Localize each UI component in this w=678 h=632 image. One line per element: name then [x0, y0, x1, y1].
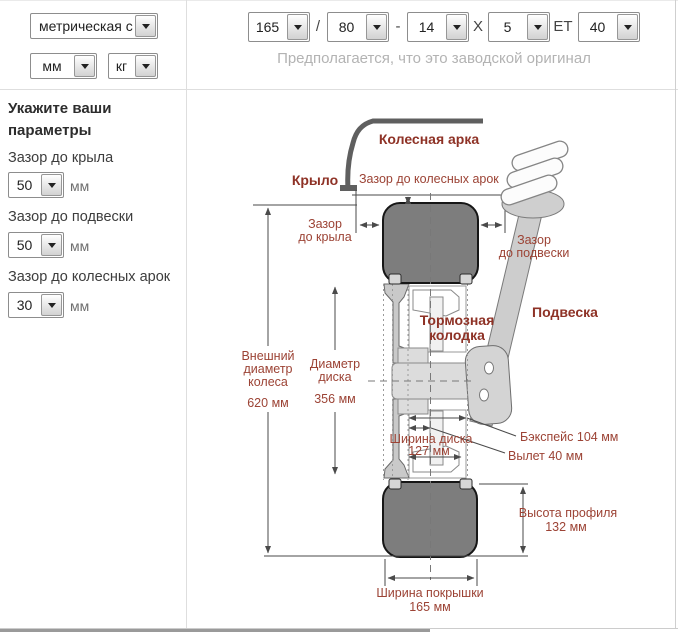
fender-clearance-value: 50 — [16, 177, 33, 193]
chevron-down-icon — [135, 55, 156, 77]
dim-profile-height-value: 132 мм — [545, 520, 587, 534]
triangle-down-icon — [453, 25, 461, 34]
label-fender-gap-1: Зазор — [308, 217, 342, 231]
chevron-down-icon — [617, 14, 638, 40]
dim-outer-diameter-2: диаметр — [243, 362, 293, 376]
fender-clearance-select[interactable] — [8, 172, 64, 198]
dim-outer-diameter-1: Внешний — [241, 349, 295, 363]
triangle-down-icon — [81, 64, 89, 73]
chevron-down-icon — [41, 234, 62, 256]
dim-disk-diameter-value: 356 мм — [314, 392, 356, 406]
sidebar-heading: Укажите ваши параметры — [8, 100, 112, 139]
dim-outer-diameter-3: колеса — [248, 375, 288, 389]
label-suspension: Подвеска — [532, 304, 598, 320]
label-susp-gap-2: до подвески — [498, 246, 570, 260]
rim-width-select[interactable] — [488, 12, 550, 42]
chevron-down-icon — [74, 55, 95, 77]
length-unit-select[interactable] — [30, 53, 97, 79]
triangle-down-icon — [142, 24, 150, 33]
arch-clearance-select[interactable] — [8, 292, 64, 318]
label-arch-gap: Зазор до колесных арок — [359, 172, 499, 186]
suspension-clearance-unit: мм — [70, 238, 90, 254]
arch-clearance-value: 30 — [16, 297, 33, 313]
triangle-down-icon — [624, 25, 632, 34]
triangle-down-icon — [48, 303, 56, 312]
arch-clearance-unit: мм — [70, 298, 90, 314]
tire-width-value: 165 — [255, 19, 280, 35]
unit-system-value: метрическая с — [39, 18, 133, 34]
separator-dash: - — [395, 18, 401, 35]
triangle-down-icon — [534, 25, 542, 34]
chevron-down-icon — [41, 174, 62, 196]
chevron-down-icon — [366, 14, 387, 40]
separator-slash: / — [315, 18, 321, 35]
triangle-down-icon — [294, 25, 302, 34]
offset-value: 40 — [589, 19, 606, 35]
separator-et: ET — [553, 18, 573, 35]
unit-system-select[interactable] — [30, 13, 158, 39]
chevron-down-icon — [527, 14, 548, 40]
tire-width-select[interactable] — [248, 12, 310, 42]
dim-outer-diameter-value: 620 мм — [247, 396, 289, 410]
suspension-clearance-label: Зазор до подвески — [8, 209, 134, 225]
dim-offset: Вылет 40 мм — [508, 449, 583, 463]
arch-clearance-label: Зазор до колесных арок — [8, 269, 171, 285]
wheel-diagram — [186, 90, 678, 628]
chevron-down-icon — [446, 14, 467, 40]
label-brake-2: колодка — [429, 327, 485, 343]
dim-backspace: Бэкспейс 104 мм — [520, 430, 619, 444]
fender-clearance-unit: мм — [70, 178, 90, 194]
dim-disk-diameter-1: Диаметр — [309, 357, 361, 371]
weight-unit-value: кг — [115, 58, 128, 74]
suspension-clearance-select[interactable] — [8, 232, 64, 258]
triangle-down-icon — [373, 25, 381, 34]
tire-profile-select[interactable] — [327, 12, 389, 42]
chevron-down-icon — [135, 15, 156, 37]
label-fender: Крыло — [291, 172, 339, 188]
factory-original-note: Предполагается, что это заводской оригинал — [277, 50, 591, 67]
offset-select[interactable] — [578, 12, 640, 42]
separator-x: X — [472, 18, 484, 35]
dim-profile-height: Высота профиля — [518, 506, 618, 520]
chevron-down-icon — [287, 14, 308, 40]
length-unit-value: мм — [42, 58, 62, 74]
label-brake-1: Тормозная — [419, 312, 495, 328]
rim-diameter-value: 14 — [418, 19, 435, 35]
triangle-down-icon — [142, 64, 150, 73]
dim-disk-diameter-2: диска — [318, 370, 352, 384]
dim-disk-width-value: 127 мм — [408, 444, 450, 458]
weight-unit-select[interactable] — [108, 53, 158, 79]
fender-clearance-label: Зазор до крыла — [8, 150, 114, 166]
top-border — [0, 0, 678, 1]
rim-diameter-select[interactable] — [407, 12, 469, 42]
suspension-clearance-value: 50 — [16, 237, 33, 253]
dim-tire-width-value: 165 мм — [409, 600, 451, 614]
dim-tire-width: Ширина покрышки — [376, 586, 484, 600]
tire-profile-value: 80 — [338, 19, 355, 35]
triangle-down-icon — [48, 243, 56, 252]
rim-width-value: 5 — [503, 19, 512, 35]
label-wheel-arch: Колесная арка — [378, 131, 480, 147]
label-fender-gap-2: до крыла — [298, 230, 352, 244]
chevron-down-icon — [41, 294, 62, 316]
strut-bracket — [464, 345, 512, 426]
triangle-down-icon — [48, 183, 56, 192]
label-susp-gap-1: Зазор — [517, 233, 551, 247]
dim-disk-width: Ширина диска — [389, 432, 473, 446]
